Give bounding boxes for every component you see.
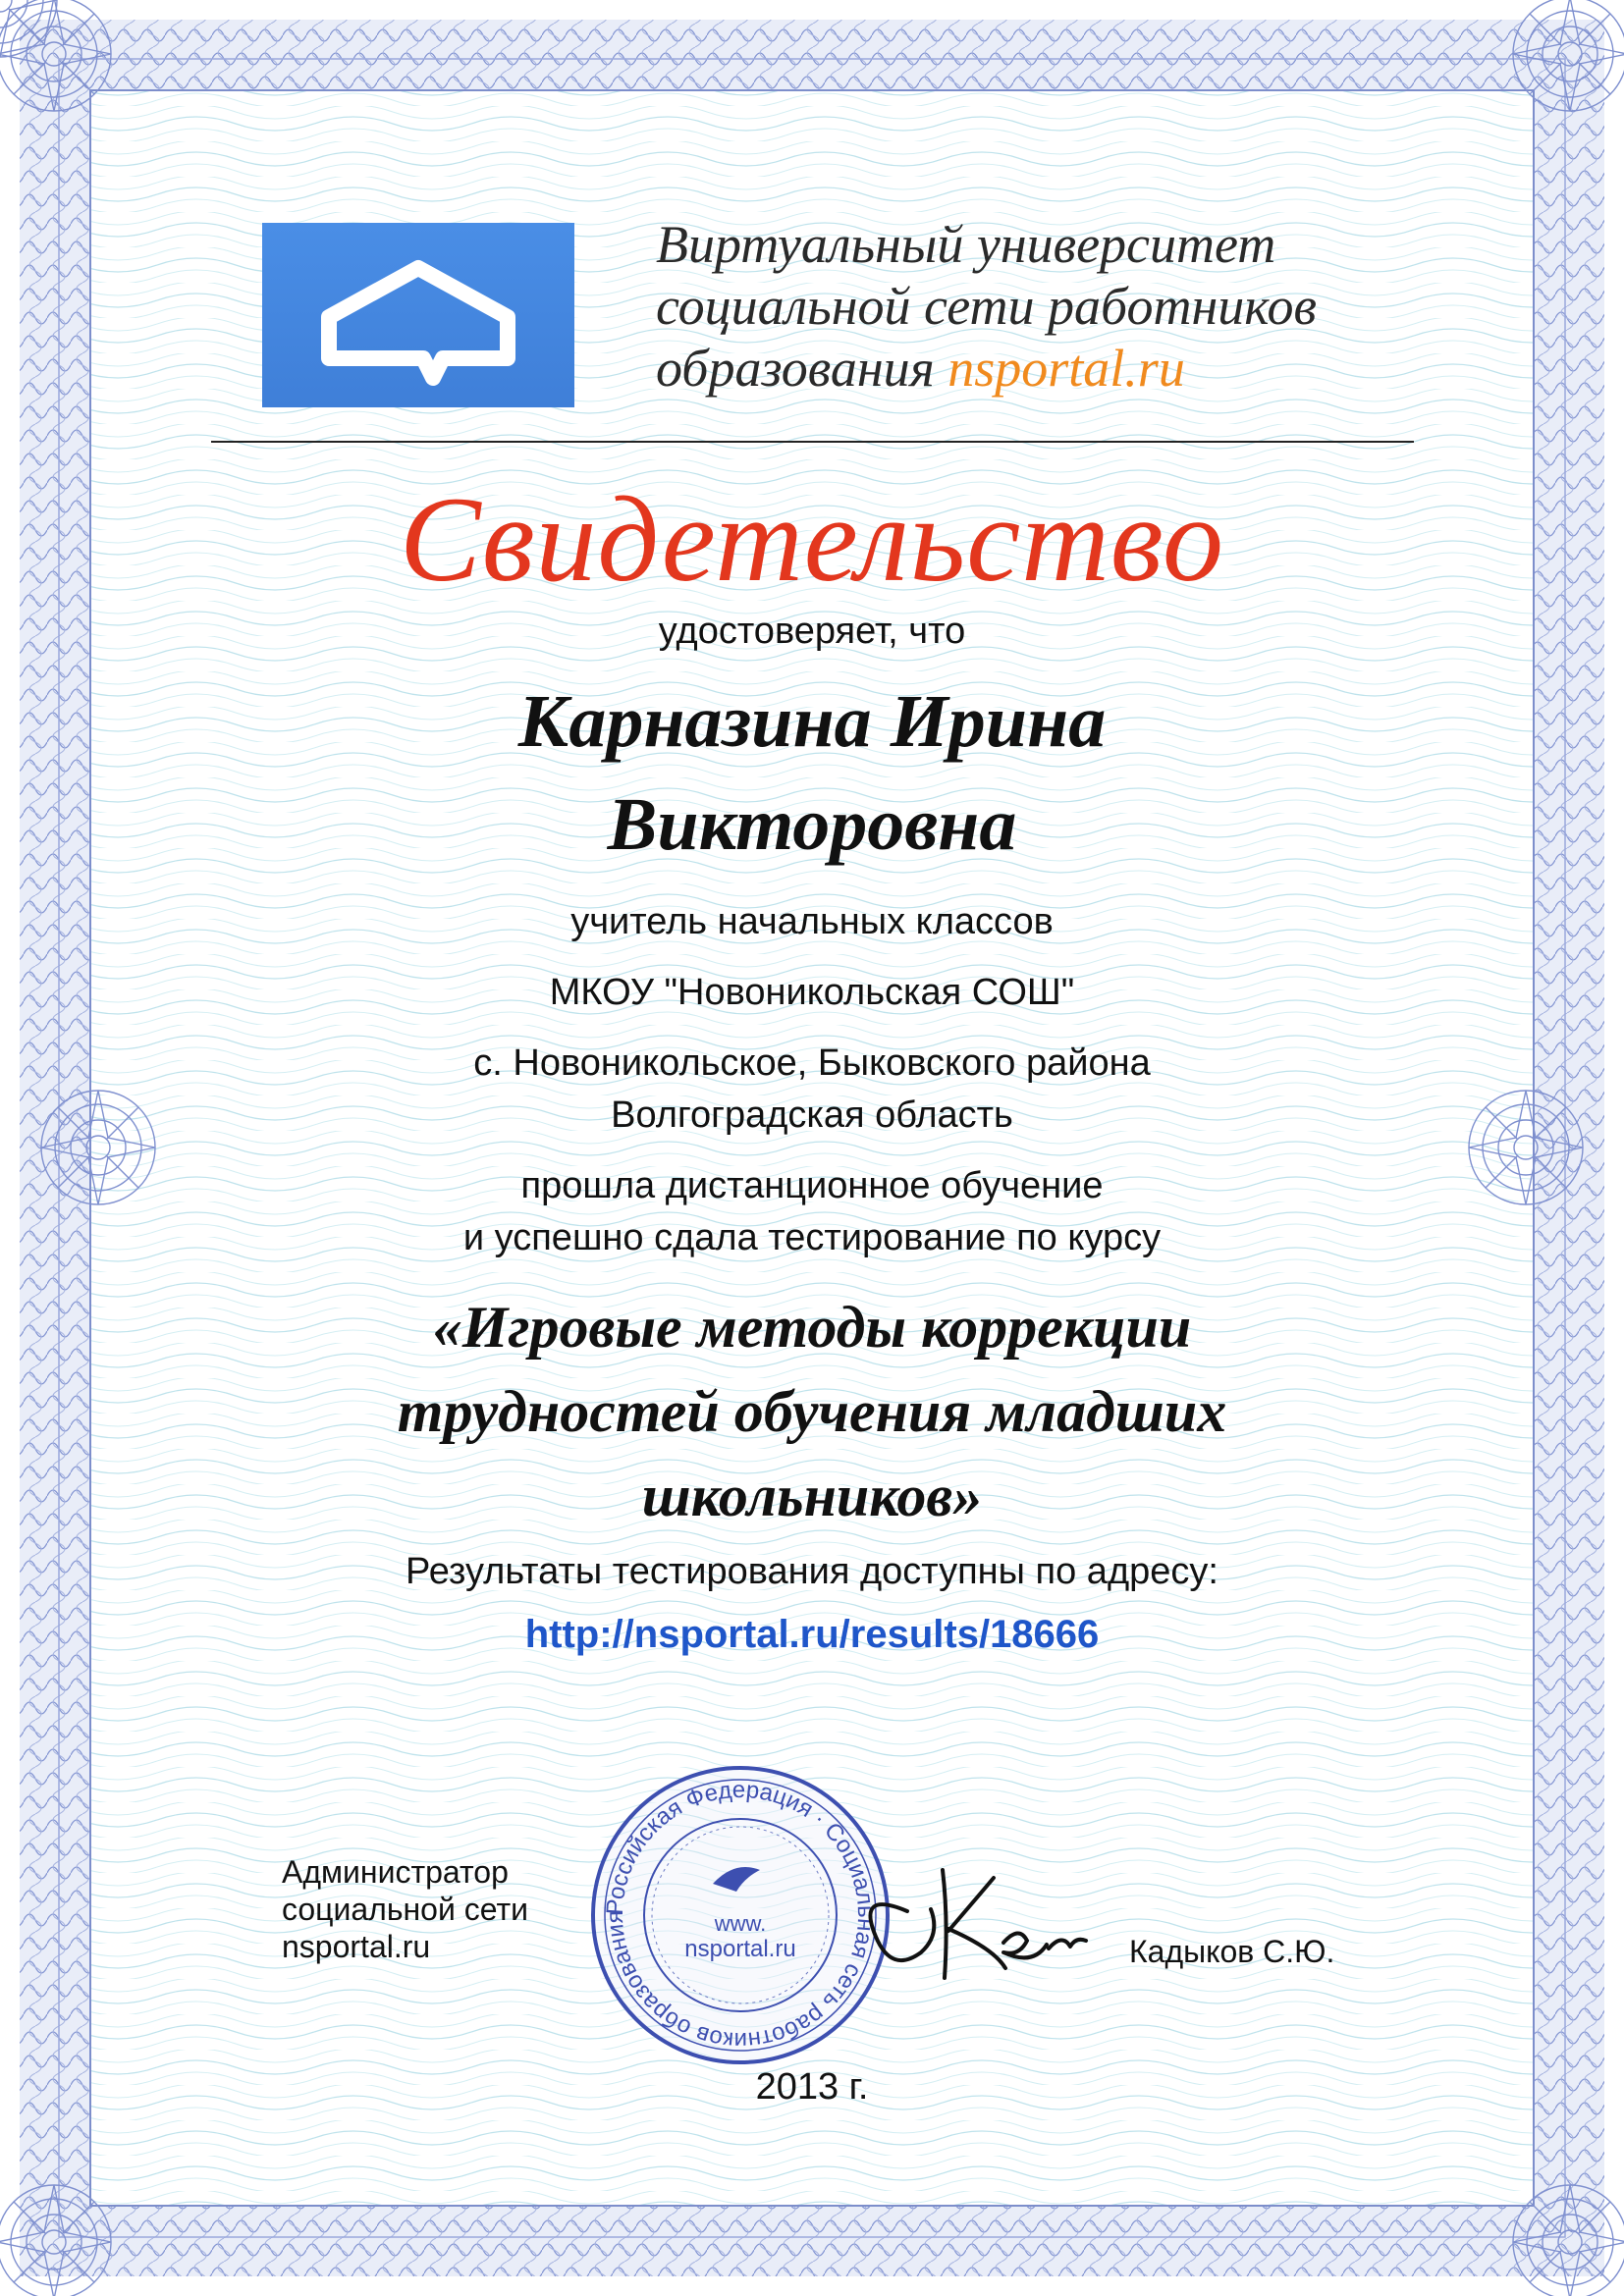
speech-house-icon: [262, 223, 574, 407]
results-link[interactable]: http://nsportal.ru/results/18666: [524, 1613, 1100, 1656]
signer-name: Кадыков С.Ю.: [1129, 1934, 1335, 1969]
position-text: учитель начальных классов: [570, 901, 1054, 942]
nsportal-logo: [262, 223, 574, 407]
completion-text-2: и успешно сдала тестирование по курсу: [462, 1217, 1162, 1258]
course-title-line-1: «Игровые методы коррекции: [432, 1295, 1192, 1360]
locality-text: с. Новоникольское, Быковского района: [473, 1042, 1151, 1084]
stamp-ring-text: Российская Федерация · Социальная сеть работников образования: [601, 1776, 880, 2055]
header-divider: [211, 441, 1414, 443]
header-line-3-prefix: образования: [656, 339, 948, 398]
results-label: Результаты тестирования доступны по адресу:: [406, 1551, 1218, 1592]
recipient-name-line-2: Викторовна: [607, 783, 1017, 866]
course-title-line-3: школьников»: [641, 1464, 983, 1528]
header-line-3: [656, 338, 1402, 400]
school-text: МКОУ "Новоникольская СОШ": [549, 972, 1075, 1013]
stamp-domain: nsportal.ru: [684, 1936, 796, 1962]
completion-text-1: прошла дистанционное обучение: [520, 1165, 1104, 1206]
university-header: [656, 214, 1402, 400]
certificate-title: Свидетельство: [400, 472, 1224, 607]
header-line-1: Виртуальный университет: [656, 215, 1276, 274]
course-title-line-2: трудностей обучения младших: [397, 1379, 1227, 1444]
admin-block: [282, 1853, 596, 1965]
recipient-name-line-1: Карназина Ирина: [517, 680, 1107, 763]
header-line-2: социальной сети работников: [656, 277, 1317, 336]
admin-line-1: Администратор: [282, 1854, 509, 1890]
admin-line-2: социальной сети: [282, 1892, 528, 1927]
certifies-text: удостоверяет, что: [658, 611, 966, 652]
stamp-www: www.: [714, 1911, 767, 1936]
region-text: Волгоградская область: [611, 1095, 1013, 1136]
issue-year: 2013 г.: [755, 2066, 869, 2108]
admin-line-3: nsportal.ru: [282, 1929, 431, 1964]
handwritten-signature: [846, 1850, 1102, 1998]
brand-name: nsportal.ru: [947, 339, 1185, 398]
